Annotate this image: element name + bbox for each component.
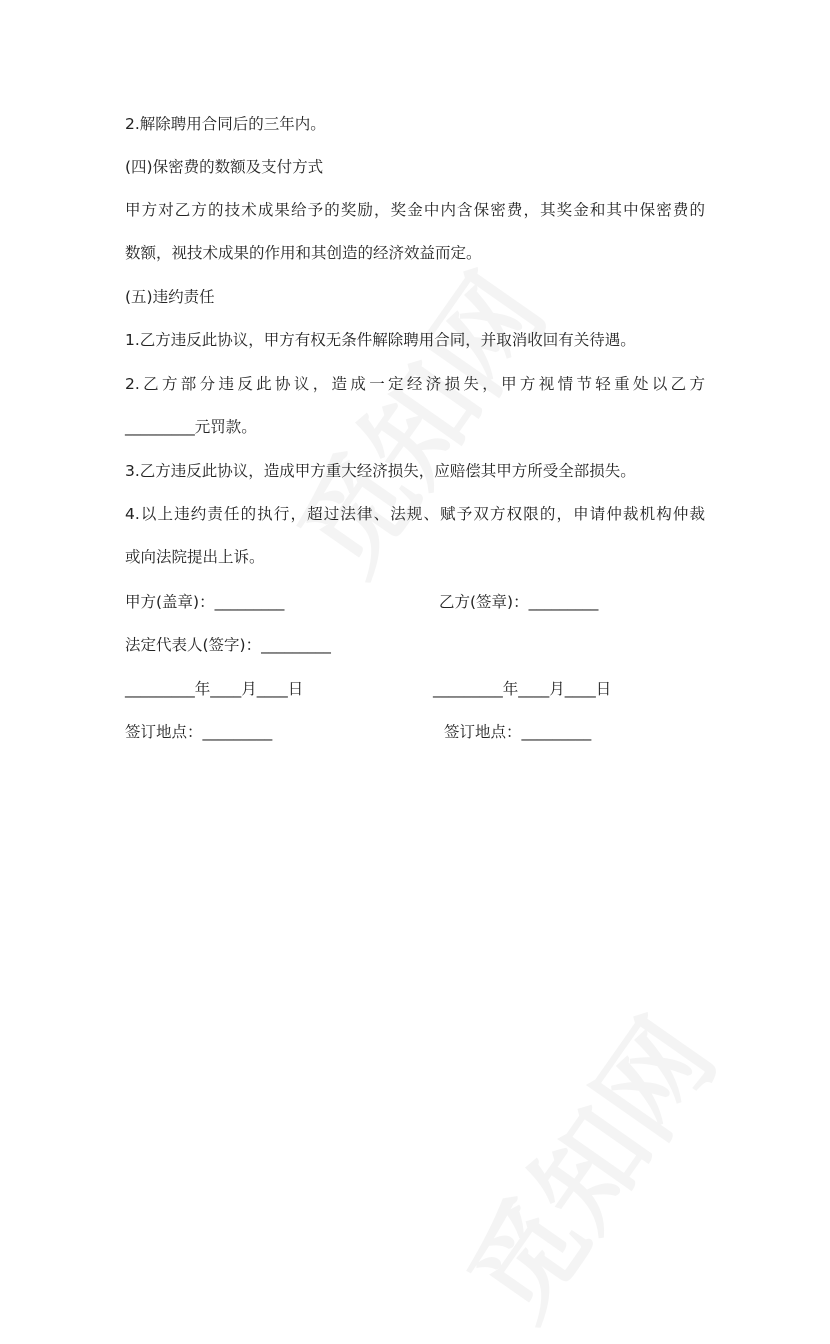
- party-a-seal: 甲方(盖章)：_________: [125, 593, 285, 611]
- section-heading: (四)保密费的数额及支付方式: [125, 158, 324, 176]
- watermark: [256, 239, 575, 600]
- paragraph: 4.以上违约责任的执行，超过法律、法规、赋予双方权限的，申请仲裁机构仲裁: [125, 505, 705, 523]
- paragraph: 2.解除聘用合同后的三年内。: [125, 115, 326, 133]
- legal-representative-signature: 法定代表人(签字)：_________: [125, 636, 331, 654]
- paragraph: 3.乙方违反此协议，造成甲方重大经济损失，应赔偿其甲方所受全部损失。: [125, 462, 636, 480]
- party-a-date: _________年____月____日: [125, 680, 304, 698]
- section-heading: (五)违约责任: [125, 288, 215, 306]
- party-b-date: _________年____月____日: [433, 680, 612, 698]
- party-b-signing-place: 签订地点：_________: [444, 723, 592, 741]
- party-b-seal: 乙方(签章)：_________: [439, 593, 599, 611]
- paragraph: 数额，视技术成果的作用和其创造的经济效益而定。: [125, 244, 482, 262]
- paragraph: 或向法院提出上诉。: [125, 548, 265, 566]
- paragraph: _________元罚款。: [125, 418, 257, 436]
- watermark: [426, 984, 745, 1344]
- paragraph: 2.乙方部分违反此协议，造成一定经济损失，甲方视情节轻重处以乙方: [125, 375, 705, 393]
- party-a-signing-place: 签订地点：_________: [125, 723, 273, 741]
- paragraph: 甲方对乙方的技术成果给予的奖励，奖金中内含保密费，其奖金和其中保密费的: [125, 201, 705, 219]
- paragraph: 1.乙方违反此协议，甲方有权无条件解除聘用合同，并取消收回有关待遇。: [125, 331, 636, 349]
